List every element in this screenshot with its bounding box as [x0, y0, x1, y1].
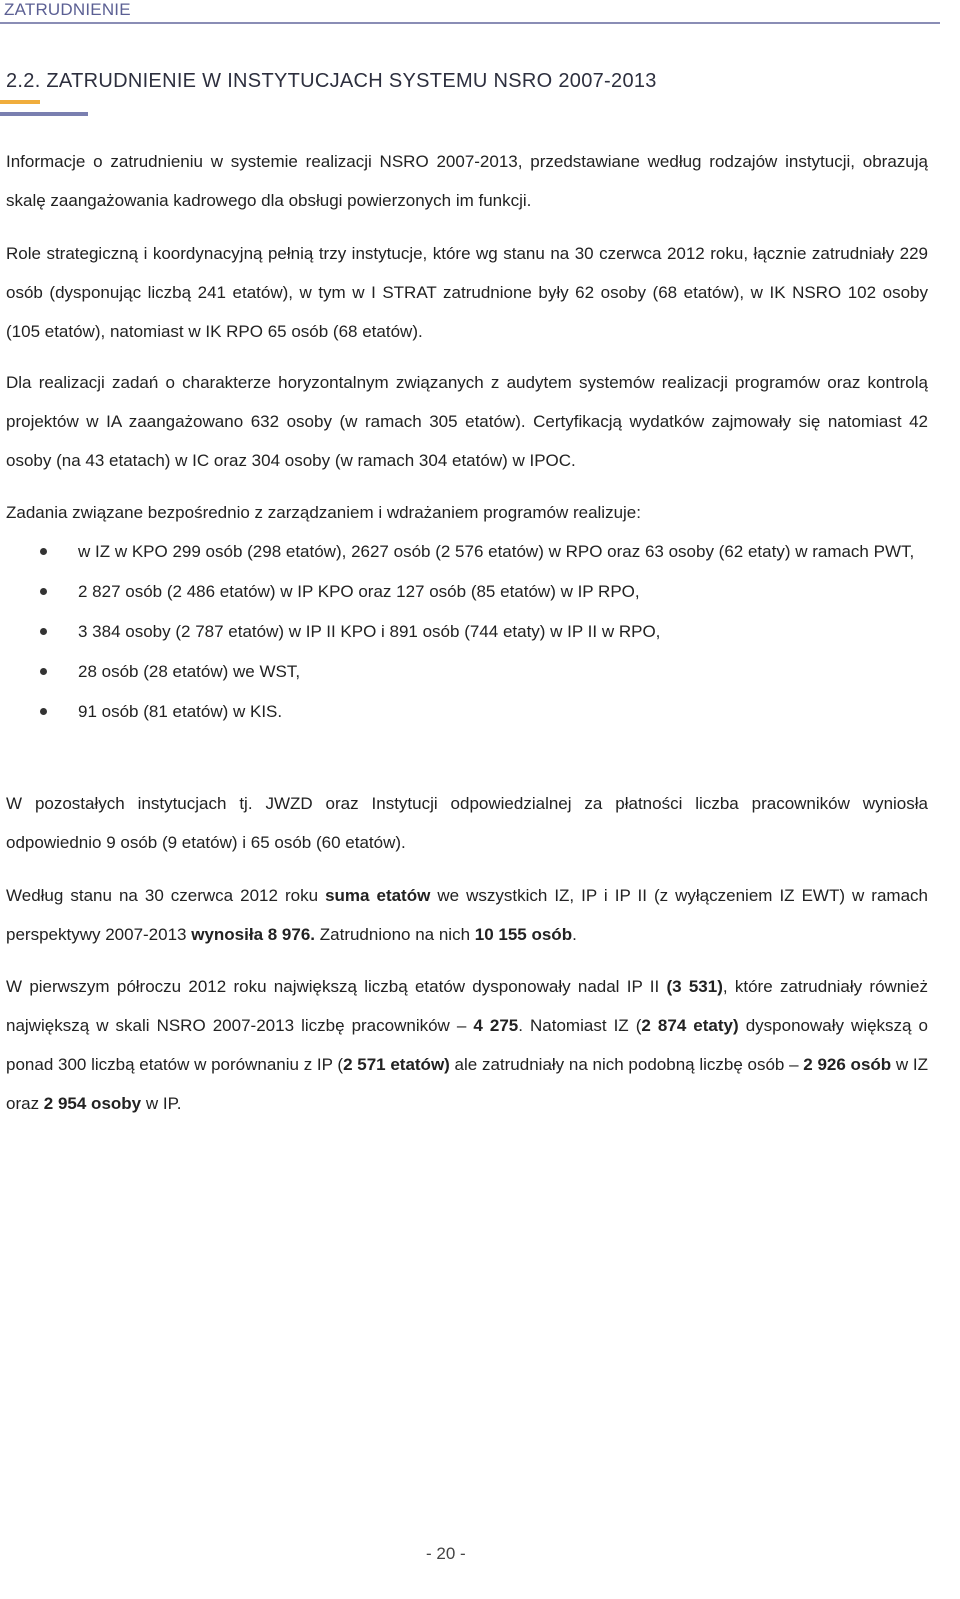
header-rule: [0, 22, 940, 24]
bullet-icon: [40, 588, 47, 595]
page-number: - 20 -: [426, 1544, 466, 1563]
list-item-text: w IZ w KPO 299 osób (298 etatów), 2627 osób (2 576 etatów) w RPO oraz 63 osoby (62 etaty) w ramach PWT,: [78, 542, 915, 561]
text-run: W pierwszym półroczu 2012 roku największą liczbą etatów dysponowały nadal IP II: [6, 977, 667, 996]
text-run: w IP.: [141, 1094, 182, 1113]
paragraph-first-half-summary: [6, 967, 928, 1123]
bold-text: 2 571 etatów): [343, 1055, 450, 1074]
title-underline-bar: [0, 112, 88, 116]
bullet-icon: [40, 668, 47, 675]
bold-text: 10 155 osób: [474, 925, 573, 944]
list-item: [6, 612, 928, 652]
paragraph-strategic-roles: Role strategiczną i koordynacyjną pełnią trzy instytucje, które wg stanu na 30 czerwca 2012 roku, łącznie zatrudniały 229 osób (dysponując liczbą 241 etatów), w tym w I STRAT zatrudnione były 62 osoby (68 etatów), w IK NSRO 102 osoby (105 etatów), natomiast w IK RPO 65 osób (68 etatów).: [6, 244, 928, 341]
paragraph-horizontal-tasks: Dla realizacji zadań o charakterze horyzontalnym związanych z audytem systemów realizacji programów oraz kontrolą projektów w IA zaangażowano 632 osoby (w ramach 305 etatów). Certyfikacją wydatków zajmowały się natomiast 42 osoby (na 43 etatach) w IC oraz 304 osoby (w ramach 304 etatów) w IPOC.: [6, 373, 928, 470]
text-run: w IZ oraz: [6, 1055, 929, 1113]
bullet-icon: [40, 708, 47, 715]
section-title: 2.2. ZATRUDNIENIE W INSTYTUCJACH SYSTEMU NSRO 2007-2013: [6, 70, 657, 92]
text-run: dysponowały większą o ponad 300 liczbą etatów w porównaniu z IP (: [6, 1016, 928, 1074]
bold-text: (3 531): [666, 977, 723, 996]
text-run: . Natomiast IZ (: [518, 1016, 642, 1035]
paragraph-management-intro: Zadania związane bezpośrednio z zarządzaniem i wdrażaniem programów realizuje:: [6, 503, 641, 522]
list-item-text: 28 osób (28 etatów) we WST,: [78, 662, 301, 681]
text-run: Zatrudniono na nich: [315, 925, 475, 944]
paragraph-intro: Informacje o zatrudnieniu w systemie realizacji NSRO 2007-2013, przedstawiane według rodzajów instytucji, obrazują skalę zaangażowania kadrowego dla obsługi powierzonych im funkcji.: [6, 152, 928, 210]
text-run: ale zatrudniały na nich podobną liczbę osób –: [449, 1055, 804, 1074]
bullet-icon: [40, 628, 47, 635]
bold-text: 2 926 osób: [803, 1055, 892, 1074]
bullet-icon: [40, 548, 47, 555]
text-run: , które zatrudniały również największą w skali NSRO 2007-2013 liczbę pracowników –: [6, 977, 928, 1035]
bold-text: suma etatów: [325, 886, 431, 905]
bold-text: wynosiła 8 976.: [191, 925, 316, 944]
list-item: [6, 532, 928, 572]
running-header: ZATRUDNIENIE: [4, 0, 131, 19]
institution-bullet-list: [6, 532, 928, 732]
title-accent-bar: [0, 100, 40, 104]
list-item-text: 2 827 osób (2 486 etatów) w IP KPO oraz 127 osób (85 etatów) w IP RPO,: [78, 582, 640, 601]
text-run: Według stanu na 30 czerwca 2012 roku: [6, 886, 326, 905]
list-item: [6, 652, 928, 692]
text-run: we wszystkich IZ, IP i IP II (z wyłączeniem IZ EWT) w ramach perspektywy 2007-2013: [6, 886, 928, 944]
bold-text: 2 954 osoby: [43, 1094, 142, 1113]
list-item-text: 91 osób (81 etatów) w KIS.: [78, 702, 283, 721]
bold-text: 2 874 etaty): [641, 1016, 739, 1035]
list-item: [6, 572, 928, 612]
text-run: .: [572, 925, 577, 944]
paragraph-total-positions: [6, 876, 928, 954]
bold-text: 4 275: [473, 1016, 519, 1035]
paragraph-other-institutions: W pozostałych instytucjach tj. JWZD oraz Instytucji odpowiedzialnej za płatności liczba pracowników wyniosła odpowiednio 9 osób (9 etatów) i 65 osób (60 etatów).: [6, 794, 928, 852]
list-item: [6, 692, 928, 732]
list-item-text: 3 384 osoby (2 787 etatów) w IP II KPO i 891 osób (744 etaty) w IP II w RPO,: [78, 622, 661, 641]
